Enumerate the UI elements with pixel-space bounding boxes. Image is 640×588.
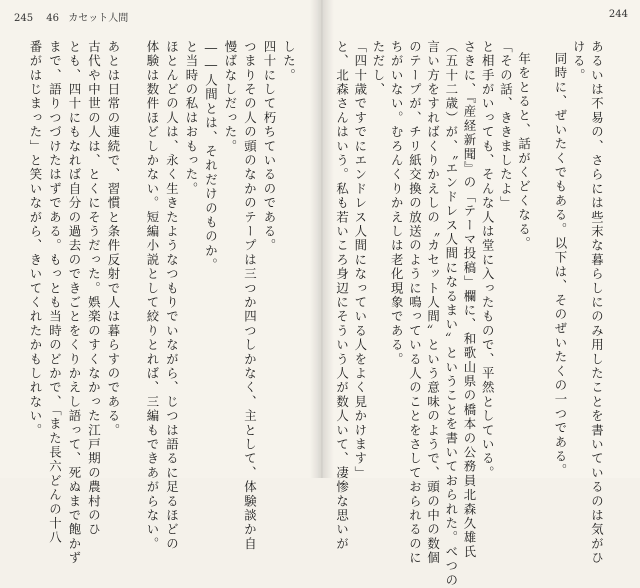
page-gutter (310, 0, 334, 478)
text-column: つまりその人の頭のなかのテープは三つか四つしかなく、主として、体験談か自 (242, 40, 258, 552)
text-column: 同時に、ぜいたくでもある。以下は、そのぜいたくの一つである。 (553, 52, 568, 478)
text-column: ――人間とは、それだけのものか。 (203, 40, 219, 273)
right-page-header (609, 9, 628, 20)
left-page-header (14, 9, 128, 24)
text-column: 年をとると、話がくどくなる。 (516, 52, 532, 251)
text-column: さきに、『産経新聞』の「テーマ投稿」欄に、和歌山県の橋本の公務員北森久雄氏 (462, 40, 477, 560)
text-column: あとは日常の連続で、習慣と条件反射で人は暮らすのである。 (105, 40, 121, 438)
text-column: 「四十歳ですでにエンドレス人間になっている人をよく見かけます」 (352, 40, 368, 481)
text-column: と、北森さんはいう。私も若いころ身辺にそういう人が数人いて、凄惨な思いが (334, 40, 350, 552)
text-column: ちがいない。むろんくりかえしは老化現象である。 (389, 40, 405, 367)
text-column: 体験は数件ほどしかない。短編小説として絞りとれば、三編もできあがらない。 (144, 40, 160, 552)
left-page (0, 0, 318, 566)
text-column: 古代や中世の人は、とくにそうだった。娯楽のすくなかった江戸期の農村のひ (86, 40, 102, 537)
text-column: まで、語りつづけたはずである。もっとも当時のどかで、「また長六どんの十八 (47, 40, 63, 545)
text-column: と当時の私はおもった。 (183, 40, 199, 197)
text-column: 四十にして朽ちているのである。 (261, 40, 277, 253)
text-column: と相手がいっても、そんな人は堂に入ったもので、平然としている。 (480, 40, 496, 481)
text-column: あるいは不易の、さらには些末な暮らしにのみ用したことを書いているのは気がひ (589, 40, 605, 566)
text-column: のテープが、チリ紙交換の放送のように鳴っている人のことをさしておられるのに (407, 40, 423, 566)
text-column: 番がはじまった」と笑いながら、きいてくれたかもしれない。 (27, 40, 43, 438)
text-column: した。 (281, 40, 297, 83)
text-column: 「その話、ききましたよ」 (498, 40, 514, 211)
text-column: ける。 (571, 40, 587, 83)
text-column: 慢ばなしだった。 (222, 40, 238, 154)
chapter-number: 46 (46, 13, 60, 24)
text-column: ほとんどの人は、永く生きたようなつもりでいながら、じつは語るに足るほどの (164, 40, 180, 552)
left-page-number: 245 (14, 13, 34, 24)
right-page (322, 0, 640, 588)
text-column: （五十二歳）が、〝エンドレス人間になるまい〟ということを書いておられた。べつの (443, 40, 459, 588)
text-column: ただし、 (371, 40, 386, 97)
text-column: とも、四十にもなれば自分の過去のできごとをくりかえし語って、死ぬまで飽かず (66, 40, 82, 566)
text-column: 言い方をすればくりかえしの〝カセット人間〟という意味のようで、頭の中の数個 (425, 40, 441, 566)
right-page-number: 244 (608, 9, 628, 20)
chapter-title: カセット人間 (68, 13, 129, 24)
